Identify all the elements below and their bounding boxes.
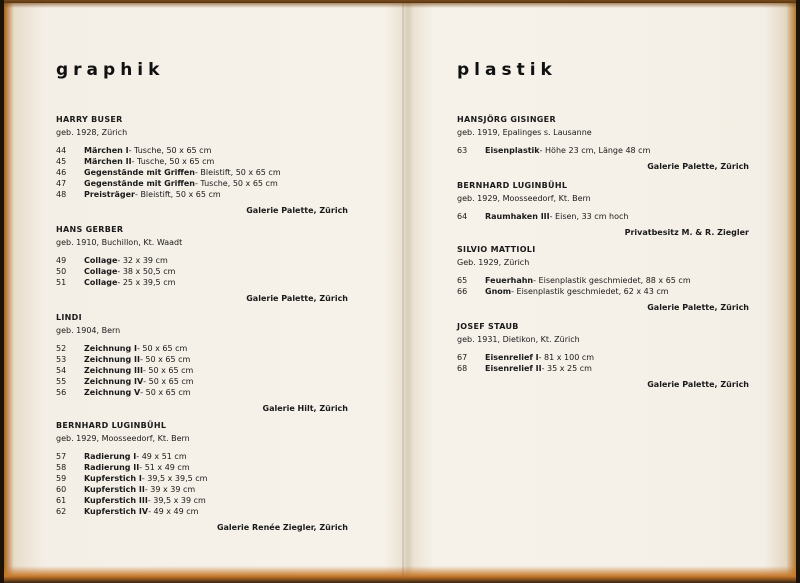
work-item bbox=[457, 363, 749, 374]
artist-bio: geb. 1928, Zürich bbox=[56, 128, 128, 137]
work-item bbox=[56, 354, 348, 365]
work-desc: - Eisen, 33 cm hoch bbox=[549, 212, 629, 221]
gallery-credit: Galerie Palette, Zürich bbox=[246, 206, 348, 215]
work-item bbox=[56, 495, 348, 506]
work-number: 60 bbox=[56, 485, 67, 494]
work-number: 57 bbox=[56, 452, 67, 461]
work-title: Collage bbox=[84, 267, 118, 276]
work-number: 67 bbox=[457, 353, 468, 362]
work-desc: - Höhe 23 cm, Länge 48 cm bbox=[539, 146, 651, 155]
work-number: 45 bbox=[56, 157, 67, 166]
work-desc: - 39,5 x 39,5 cm bbox=[141, 474, 208, 483]
work-title: Eisenrelief II bbox=[485, 364, 542, 373]
artist-bio: geb. 1904, Bern bbox=[56, 326, 121, 335]
work-desc: - Tusche, 50 x 65 cm bbox=[131, 157, 215, 166]
work-title: Zeichnung III bbox=[84, 366, 143, 375]
work-number: 54 bbox=[56, 366, 67, 375]
artist-bio: geb. 1929, Moosseedorf, Kt. Bern bbox=[457, 194, 591, 203]
work-number: 58 bbox=[56, 463, 67, 472]
work-item bbox=[56, 178, 348, 189]
work-item bbox=[56, 255, 348, 266]
work-title: Kupferstich I bbox=[84, 474, 142, 483]
work-item bbox=[56, 365, 348, 376]
gallery-credit: Galerie Palette, Zürich bbox=[647, 162, 749, 171]
work-title: Zeichnung II bbox=[84, 355, 140, 364]
work-item bbox=[56, 266, 348, 277]
artist-bio: geb. 1919, Epalinges s. Lausanne bbox=[457, 128, 592, 137]
work-number: 51 bbox=[56, 278, 67, 287]
artist-entry-silvio-mattioli bbox=[457, 244, 749, 313]
work-item bbox=[56, 451, 348, 462]
work-title: Kupferstich III bbox=[84, 496, 148, 505]
work-number: 62 bbox=[56, 507, 67, 516]
gallery-credit: Galerie Palette, Zürich bbox=[246, 294, 348, 303]
work-number: 66 bbox=[457, 287, 468, 296]
work-desc: - 25 x 39,5 cm bbox=[117, 278, 176, 287]
work-desc: - 49 x 49 cm bbox=[148, 507, 199, 516]
work-desc: - Bleistift, 50 x 65 cm bbox=[195, 168, 281, 177]
artist-entry-harry-buser bbox=[56, 114, 348, 216]
artist-entry-hans-gerber bbox=[56, 224, 348, 304]
work-desc: - Eisenplastik geschmiedet, 62 x 43 cm bbox=[511, 287, 669, 296]
artist-name: BERNHARD LUGINBÜHL bbox=[457, 181, 568, 190]
artist-name: HANSJÖRG GISINGER bbox=[457, 115, 556, 124]
work-desc: - 39,5 x 39 cm bbox=[147, 496, 206, 505]
gallery-credit: Galerie Palette, Zürich bbox=[647, 303, 749, 312]
artist-entry-hansjoerg-gisinger bbox=[457, 114, 749, 172]
work-number: 44 bbox=[56, 146, 67, 155]
work-item bbox=[56, 277, 348, 288]
work-item bbox=[56, 189, 348, 200]
work-desc: - 39 x 39 cm bbox=[144, 485, 196, 494]
gallery-credit: Privatbesitz M. & R. Ziegler bbox=[624, 228, 749, 237]
artist-bio: geb. 1931, Dietikon, Kt. Zürich bbox=[457, 335, 580, 344]
work-number: 48 bbox=[56, 190, 67, 199]
left-page-heading: graphik bbox=[56, 60, 165, 80]
work-number: 47 bbox=[56, 179, 67, 188]
work-title: Preisträger bbox=[84, 190, 136, 199]
gallery-credit: Galerie Palette, Zürich bbox=[647, 380, 749, 389]
artist-bio: geb. 1929, Moosseedorf, Kt. Bern bbox=[56, 434, 190, 443]
work-title: Collage bbox=[84, 278, 118, 287]
work-desc: - Tusche, 50 x 65 cm bbox=[128, 146, 212, 155]
work-number: 61 bbox=[56, 496, 67, 505]
work-item bbox=[457, 275, 749, 286]
work-item bbox=[56, 473, 348, 484]
artist-entry-josef-staub bbox=[457, 321, 749, 390]
work-number: 68 bbox=[457, 364, 468, 373]
work-title: Zeichnung I bbox=[84, 344, 137, 353]
work-desc: - 35 x 25 cm bbox=[541, 364, 592, 373]
work-title: Zeichnung V bbox=[84, 388, 141, 397]
artist-name: HARRY BUSER bbox=[56, 115, 123, 124]
work-number: 56 bbox=[56, 388, 67, 397]
work-number: 49 bbox=[56, 256, 67, 265]
work-item bbox=[457, 211, 749, 222]
work-desc: - 51 x 49 cm bbox=[139, 463, 190, 472]
work-title: Kupferstich IV bbox=[84, 507, 149, 516]
artist-name: JOSEF STAUB bbox=[457, 322, 519, 331]
work-desc: - 81 x 100 cm bbox=[538, 353, 595, 362]
work-number: 53 bbox=[56, 355, 67, 364]
work-item bbox=[457, 145, 749, 156]
work-number: 63 bbox=[457, 146, 468, 155]
page-edge-top bbox=[4, 0, 796, 8]
work-number: 46 bbox=[56, 168, 67, 177]
work-title: Märchen II bbox=[84, 157, 132, 166]
work-desc: - 50 x 65 cm bbox=[143, 377, 194, 386]
work-desc: - 49 x 51 cm bbox=[136, 452, 187, 461]
work-desc: - 50 x 65 cm bbox=[140, 388, 191, 397]
work-title: Raumhaken III bbox=[485, 212, 550, 221]
work-item bbox=[56, 376, 348, 387]
work-number: 52 bbox=[56, 344, 67, 353]
book-gutter bbox=[402, 3, 404, 579]
work-item bbox=[56, 506, 348, 517]
work-item bbox=[457, 352, 749, 363]
work-item bbox=[56, 343, 348, 354]
work-title: Eisenrelief I bbox=[485, 353, 539, 362]
work-desc: - 50 x 65 cm bbox=[136, 344, 188, 353]
work-number: 50 bbox=[56, 267, 67, 276]
work-item bbox=[56, 484, 348, 495]
artist-bio: Geb. 1929, Zürich bbox=[457, 258, 530, 267]
page-edge-bottom bbox=[4, 566, 796, 583]
work-title: Gegenstände mit Griffen bbox=[84, 168, 195, 177]
work-number: 59 bbox=[56, 474, 67, 483]
work-desc: - 50 x 65 cm bbox=[142, 366, 194, 375]
artist-name: SILVIO MATTIOLI bbox=[457, 245, 536, 254]
work-desc: - Eisenplastik geschmiedet, 88 x 65 cm bbox=[533, 276, 691, 285]
work-desc: - Bleistift, 50 x 65 cm bbox=[135, 190, 221, 199]
work-item bbox=[56, 387, 348, 398]
artist-entry-bernhard-luginbuehl-plastik bbox=[457, 180, 749, 238]
work-item bbox=[56, 462, 348, 473]
artist-name: LINDI bbox=[56, 313, 82, 322]
work-number: 55 bbox=[56, 377, 67, 386]
gallery-credit: Galerie Hilt, Zürich bbox=[262, 404, 348, 413]
work-number: 64 bbox=[457, 212, 468, 221]
work-title: Kupferstich II bbox=[84, 485, 145, 494]
work-item bbox=[457, 286, 749, 297]
work-item bbox=[56, 156, 348, 167]
work-title: Eisenplastik bbox=[485, 146, 540, 155]
work-title: Radierung II bbox=[84, 463, 140, 472]
work-item bbox=[56, 167, 348, 178]
work-desc: - 32 x 39 cm bbox=[117, 256, 168, 265]
work-desc: - 38 x 50,5 cm bbox=[117, 267, 176, 276]
artist-name: BERNHARD LUGINBÜHL bbox=[56, 421, 167, 430]
work-title: Gnom bbox=[485, 287, 512, 296]
work-desc: - Tusche, 50 x 65 cm bbox=[195, 179, 278, 188]
artist-bio: geb. 1910, Buchillon, Kt. Waadt bbox=[56, 238, 183, 247]
work-title: Collage bbox=[84, 256, 118, 265]
gallery-credit: Galerie Renée Ziegler, Zürich bbox=[216, 523, 348, 532]
work-item bbox=[56, 145, 348, 156]
work-desc: - 50 x 65 cm bbox=[139, 355, 191, 364]
right-page-heading: plastik bbox=[457, 60, 557, 80]
work-title: Zeichnung IV bbox=[84, 377, 144, 386]
artist-entry-bernhard-luginbuehl-graphik bbox=[56, 420, 348, 533]
work-title: Gegenstände mit Griffen bbox=[84, 179, 195, 188]
artist-entry-lindi bbox=[56, 312, 348, 414]
work-title: Feuerhahn bbox=[485, 276, 534, 285]
work-title: Märchen I bbox=[84, 146, 129, 155]
work-number: 65 bbox=[457, 276, 468, 285]
artist-name: HANS GERBER bbox=[56, 225, 124, 234]
work-title: Radierung I bbox=[84, 452, 137, 461]
